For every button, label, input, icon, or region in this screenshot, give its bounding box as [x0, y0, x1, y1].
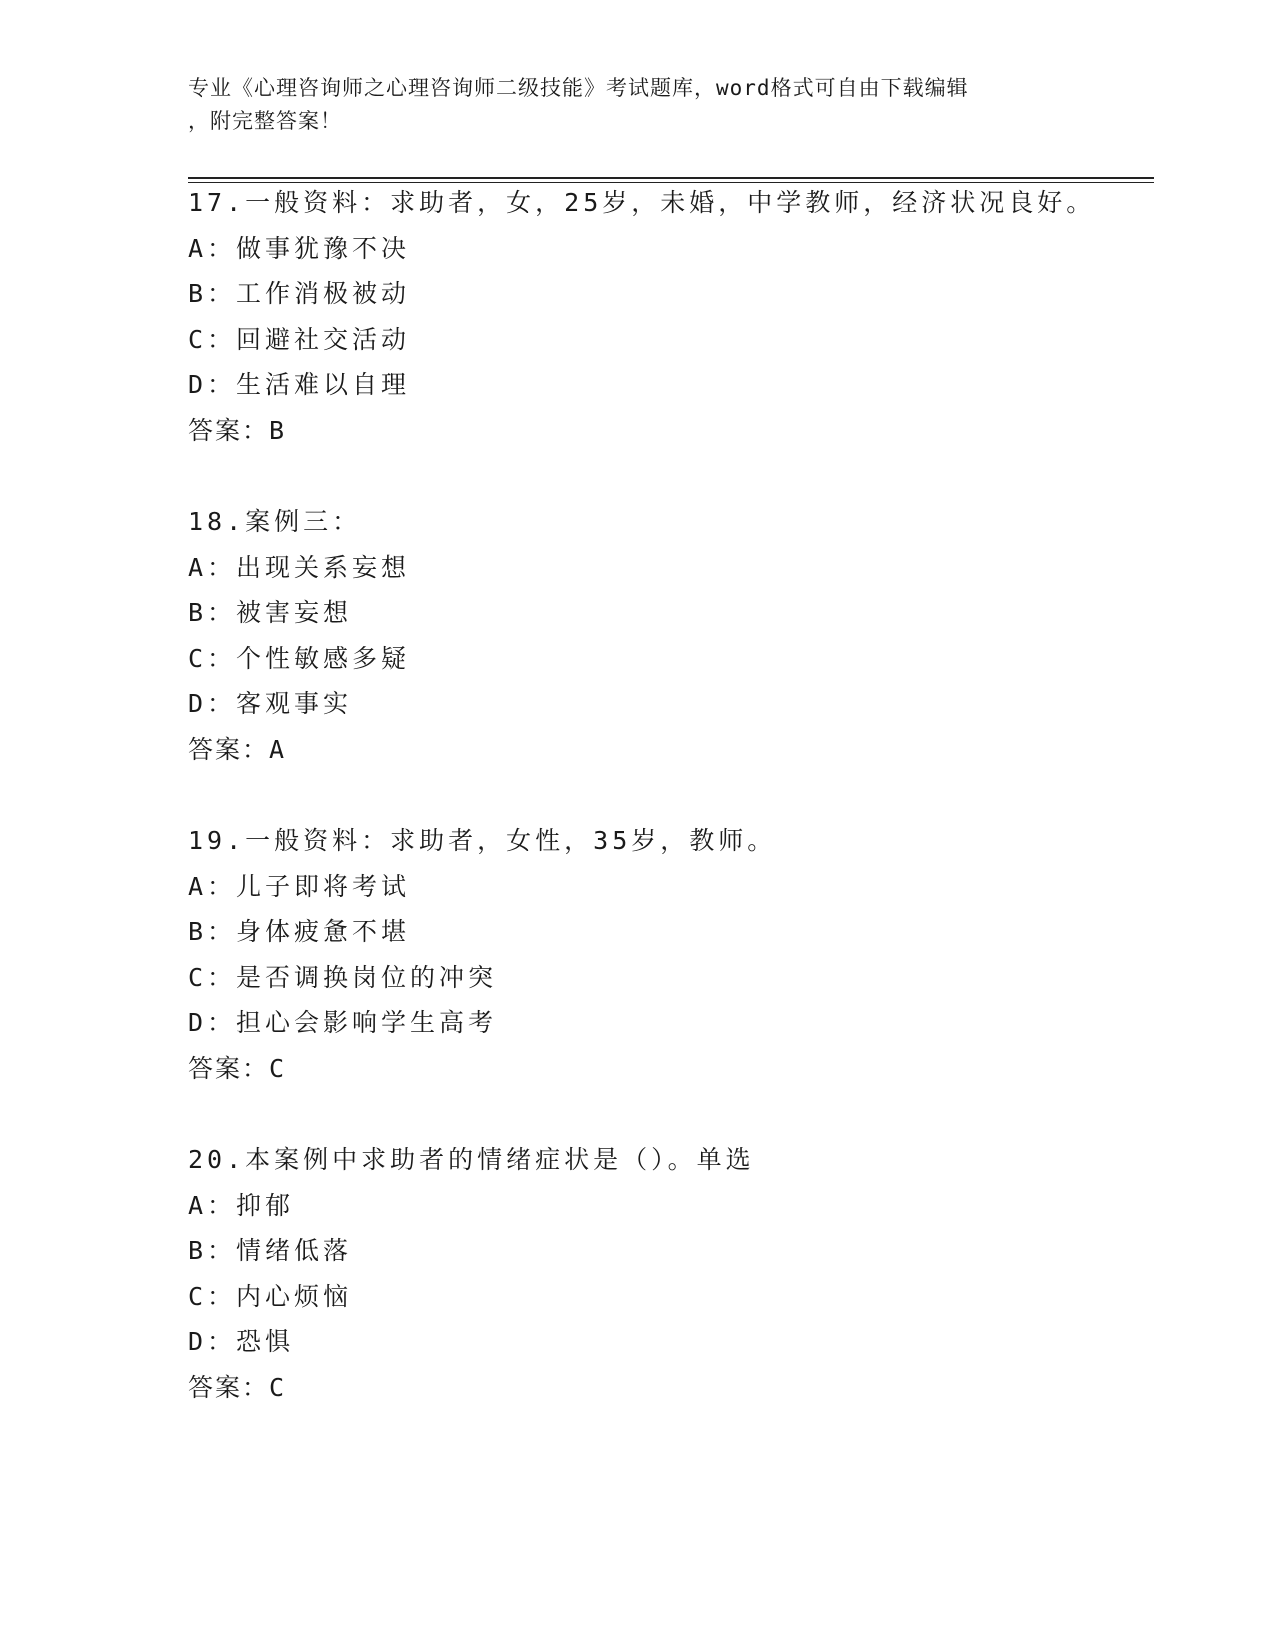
answer-value: C [269, 1053, 287, 1083]
answer-label: 答案： [188, 1372, 270, 1402]
answer-line [188, 727, 1148, 773]
option-b: B：被害妄想 [188, 598, 353, 627]
answer-label: 答案： [188, 415, 270, 445]
document-header [188, 72, 1068, 138]
header-divider-thick [188, 177, 1154, 179]
option-a: A：做事犹豫不决 [188, 233, 411, 263]
answer-value: A [269, 734, 287, 764]
option-c: C：是否调换岗位的冲突 [188, 962, 498, 992]
option-d: D：恐惧 [188, 1327, 295, 1356]
question-19 [188, 818, 1148, 1091]
option-a: A：出现关系妄想 [188, 552, 411, 582]
option-d: D：客观事实 [188, 689, 353, 718]
header-line-2: ，附完整答案！ [188, 109, 342, 133]
answer-label: 答案： [188, 734, 270, 764]
question-stem: 20.本案例中求助者的情绪症状是（）。单选 [188, 1145, 755, 1174]
option-c: C：回避社交活动 [188, 324, 411, 354]
question-stem: 19.一般资料：求助者，女性，35岁，教师。 [188, 826, 777, 855]
question-17 [188, 180, 1148, 453]
option-b: B：身体疲惫不堪 [188, 917, 411, 946]
question-20 [188, 1137, 1148, 1410]
option-a: A：儿子即将考试 [188, 871, 411, 901]
question-18 [188, 499, 1148, 772]
answer-value: C [269, 1372, 287, 1402]
option-b: B：工作消极被动 [188, 279, 411, 308]
question-stem: 18.案例三： [188, 507, 362, 536]
option-a: A：抑郁 [188, 1190, 295, 1220]
option-b: B：情绪低落 [188, 1236, 353, 1265]
option-c: C：个性敏感多疑 [188, 643, 411, 673]
option-d: D：担心会影响学生高考 [188, 1008, 498, 1037]
answer-line [188, 408, 1148, 454]
answer-line [188, 1365, 1148, 1411]
answer-value: B [269, 415, 287, 445]
option-d: D：生活难以自理 [188, 370, 411, 399]
question-stem: 17.一般资料：求助者，女，25岁，未婚，中学教师，经济状况良好。 [188, 188, 1096, 217]
answer-line [188, 1046, 1148, 1092]
answer-label: 答案： [188, 1053, 270, 1083]
option-c: C：内心烦恼 [188, 1281, 353, 1311]
header-line-1: 专业《心理咨询师之心理咨询师二级技能》考试题库，word格式可自由下载编辑 [188, 76, 969, 100]
